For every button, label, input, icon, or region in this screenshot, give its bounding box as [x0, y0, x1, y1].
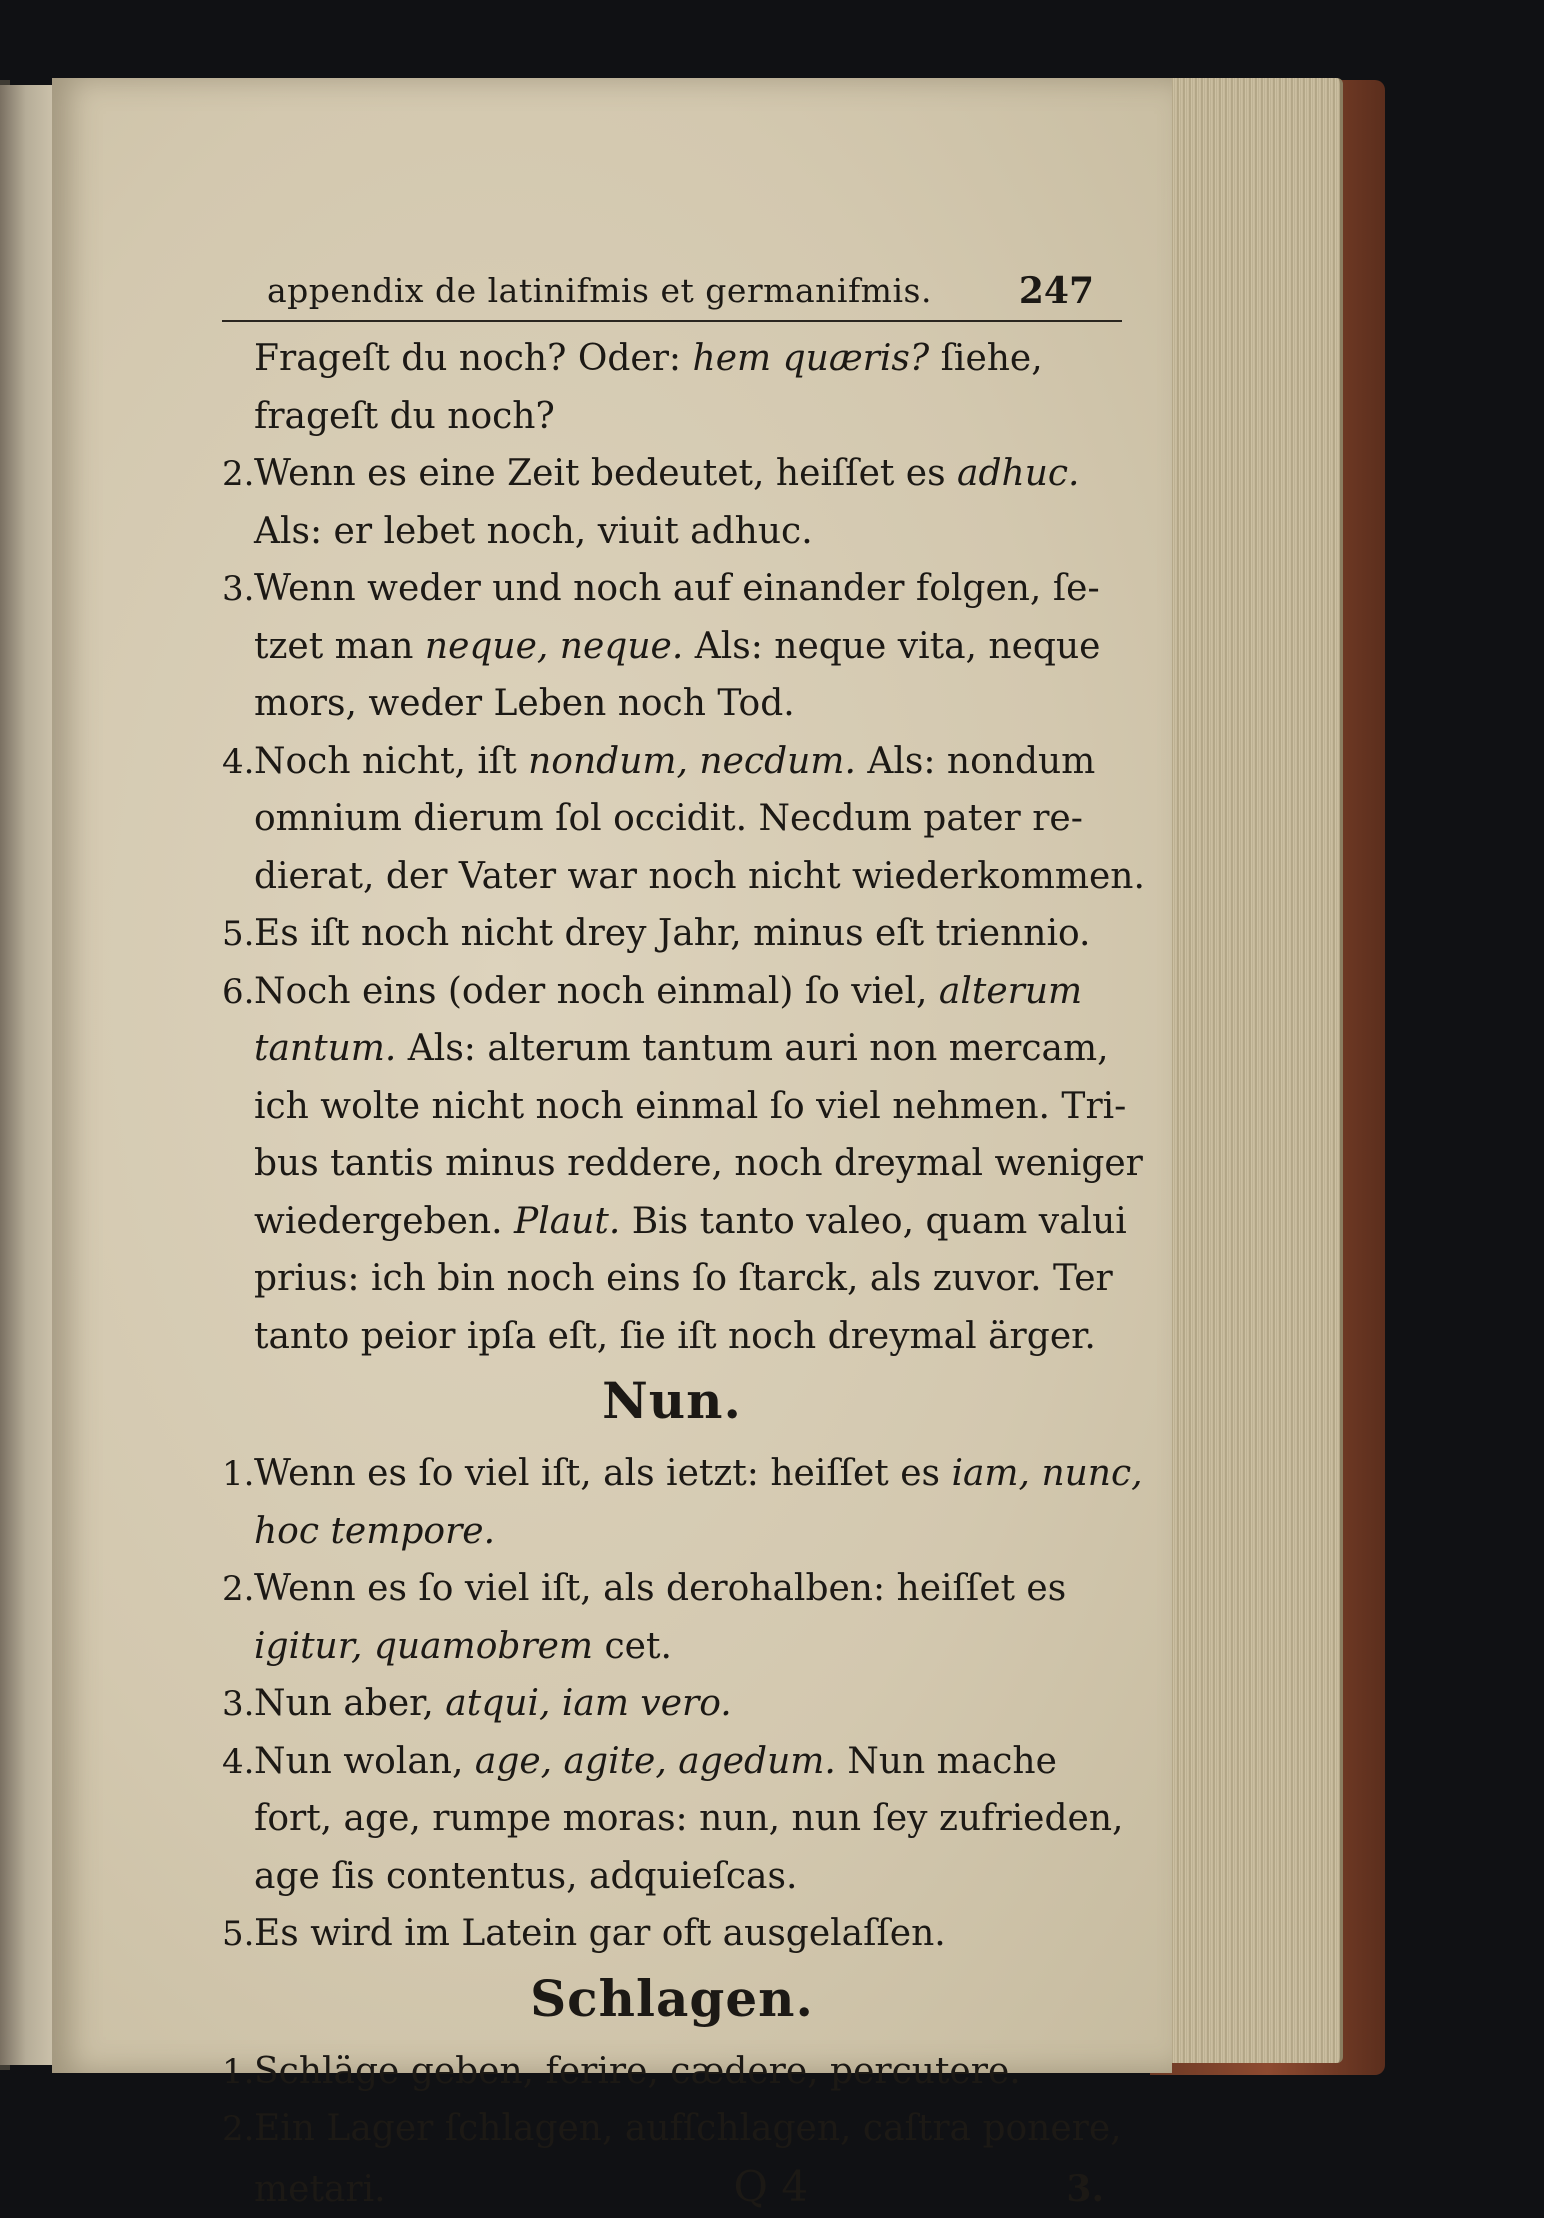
line-text: [254, 445, 1122, 503]
line-text: [254, 1250, 1122, 1308]
text-block-schlagen: [222, 2043, 1122, 2158]
text-line: [222, 1733, 1122, 1791]
text-line: [222, 445, 1122, 503]
text-segment: Wenn es eine Zeit bedeutet, heiſſet es: [254, 453, 957, 494]
text-segment: Wenn weder und noch auf einander folgen, ſe-: [254, 568, 1100, 609]
text-segment: ich wolte nicht noch einmal ſo viel nehmen. Tri-: [254, 1086, 1126, 1127]
page-content: [222, 258, 1122, 2215]
line-number: 5.: [222, 1906, 254, 1964]
line-text: [254, 1445, 1143, 1503]
text-line: [222, 1445, 1122, 1503]
line-text: [254, 1193, 1127, 1251]
text-line: [222, 618, 1122, 676]
left-page-fragment: [0, 85, 60, 2065]
line-text: [254, 1560, 1122, 1618]
line-text: [254, 905, 1122, 963]
line-number: 3.: [222, 561, 254, 619]
line-number: 3.: [222, 1676, 254, 1734]
text-segment: Nun mache: [836, 1741, 1057, 1782]
line-number: 2.: [222, 2101, 254, 2159]
text-segment: Wenn es ſo viel iſt, als derohalben: heiſſet es: [254, 1568, 1066, 1609]
line-text: [254, 1078, 1126, 1136]
text-segment: mors, weder Leben noch Tod.: [254, 683, 795, 724]
line-number: 2.: [222, 446, 254, 504]
section-heading-nun: Nun.: [222, 1365, 1122, 1437]
page-edges: [1150, 78, 1343, 2063]
italic-segment: nondum, necdum.: [528, 741, 856, 782]
text-line: [222, 330, 1122, 388]
text-segment: fort, age, rumpe moras: nun, nun ſey zufrieden,: [254, 1798, 1123, 1839]
line-text: [254, 1503, 1122, 1561]
text-line: [222, 1560, 1122, 1618]
last-line-text: metari.: [254, 2161, 386, 2218]
line-number: 5.: [222, 906, 254, 964]
line-text: [254, 675, 1122, 733]
line-text: [254, 1733, 1122, 1791]
text-line: [222, 388, 1122, 446]
text-line: [222, 675, 1122, 733]
line-text: [254, 848, 1145, 906]
text-line: [222, 1020, 1122, 1078]
line-text: [254, 1020, 1122, 1078]
text-segment: age ſis contentus, adquieſcas.: [254, 1856, 797, 1897]
text-line: [222, 1503, 1122, 1561]
line-number: 4.: [222, 734, 254, 792]
text-line: [222, 2100, 1122, 2158]
italic-segment: alterum: [939, 971, 1082, 1012]
text-segment: tzet man: [254, 626, 425, 667]
text-line: [222, 560, 1122, 618]
text-line: [222, 1790, 1122, 1848]
text-segment: Wenn es ſo viel iſt, als ietzt: heiſſet es: [254, 1453, 951, 1494]
italic-segment: hem quæris?: [693, 338, 930, 379]
text-segment: Als: nondum: [856, 741, 1095, 782]
italic-segment: age, agite, agedum.: [475, 1741, 836, 1782]
line-text: [254, 330, 1122, 388]
text-segment: omnium dierum ſol occidit. Necdum pater re-: [254, 798, 1083, 839]
text-line: [222, 848, 1122, 906]
text-line: [222, 1675, 1122, 1733]
text-segment: Noch nicht, iſt: [254, 741, 528, 782]
text-line: [222, 905, 1122, 963]
book-page: [52, 78, 1172, 2073]
text-segment: frageſt du noch?: [254, 396, 555, 437]
text-segment: cet.: [593, 1626, 672, 1667]
text-line: [222, 733, 1122, 791]
italic-segment: iam, nunc,: [951, 1453, 1142, 1494]
italic-segment: igitur, quamobrem: [254, 1626, 593, 1667]
text-segment: Nun aber,: [254, 1683, 445, 1724]
text-line: [222, 1250, 1122, 1308]
text-segment: Frageſt du noch? Oder:: [254, 338, 693, 379]
text-segment: Als: er lebet noch, viuit adhuc.: [254, 511, 813, 552]
text-block-noch: [222, 330, 1122, 1365]
text-line: [222, 1905, 1122, 1963]
line-text: [254, 388, 1122, 446]
text-segment: Nun wolan,: [254, 1741, 475, 1782]
text-segment: Als: alterum tantum auri non mercam,: [396, 1028, 1108, 1069]
signature-mark: Q 4: [734, 2158, 809, 2216]
text-segment: ſiehe,: [929, 338, 1043, 379]
page-header: [222, 258, 1122, 322]
running-title: appendix de latinifmis et germanifmis.: [267, 271, 932, 310]
line-text: [254, 733, 1122, 791]
line-text: [254, 1848, 1122, 1906]
line-number: 1.: [222, 2044, 254, 2102]
line-number: 4.: [222, 1734, 254, 1792]
text-segment: tanto peior ipſa eſt, ſie iſt noch dreymal ärger.: [254, 1316, 1096, 1357]
catchword: 3.: [1066, 2161, 1104, 2218]
page-footer: [222, 2158, 1122, 2216]
text-line: [222, 2043, 1122, 2101]
line-text: [254, 618, 1122, 676]
text-segment: dierat, der Vater war noch nicht wiederkommen.: [254, 856, 1145, 897]
text-block-nun: [222, 1445, 1122, 1963]
text-segment: wiedergeben.: [254, 1201, 514, 1242]
line-number: 2.: [222, 1561, 254, 1619]
italic-segment: tantum.: [254, 1028, 396, 1069]
text-segment: bus tantis minus reddere, noch dreymal weniger: [254, 1143, 1143, 1184]
text-line: [222, 1618, 1122, 1676]
text-line: [222, 1135, 1122, 1193]
line-text: [254, 2100, 1122, 2158]
text-line: [222, 1193, 1122, 1251]
line-text: [254, 963, 1122, 1021]
line-text: [254, 1790, 1123, 1848]
text-line: [222, 1308, 1122, 1366]
line-text: [254, 1308, 1122, 1366]
text-segment: Bis tanto valeo, quam valui: [620, 1201, 1127, 1242]
line-text: [254, 790, 1122, 848]
text-segment: prius: ich bin noch eins ſo ſtarck, als zuvor. Ter: [254, 1258, 1113, 1299]
text-segment: Ein Lager ſchlagen, aufſchlagen, caſtra ponere,: [254, 2108, 1122, 2149]
line-number: 6.: [222, 964, 254, 1022]
line-text: [254, 560, 1122, 618]
text-line: [222, 1078, 1122, 1136]
text-line: [222, 790, 1122, 848]
text-segment: Noch eins (oder noch einmal) ſo viel,: [254, 971, 939, 1012]
italic-segment: atqui, iam vero.: [445, 1683, 731, 1724]
line-text: [254, 1675, 1122, 1733]
line-text: [254, 2043, 1122, 2101]
text-segment: Als: neque vita, neque: [683, 626, 1100, 667]
line-text: [254, 1135, 1143, 1193]
page-number: 247: [1019, 270, 1094, 312]
line-text: [254, 1905, 1122, 1963]
italic-segment: Plaut.: [514, 1201, 620, 1242]
text-segment: Schläge geben, ferire, cædere, percutere.: [254, 2051, 1021, 2092]
line-text: [254, 1618, 1122, 1676]
italic-segment: neque, neque.: [425, 626, 683, 667]
text-line: [222, 1848, 1122, 1906]
line-text: [254, 503, 1122, 561]
text-line: [222, 963, 1122, 1021]
section-heading-schlagen: Schlagen.: [222, 1963, 1122, 2035]
text-segment: Es iſt noch nicht drey Jahr, minus eſt triennio.: [254, 913, 1090, 954]
text-line: [222, 503, 1122, 561]
line-number: 1.: [222, 1446, 254, 1504]
text-segment: Es wird im Latein gar oft ausgelaſſen.: [254, 1913, 946, 1954]
italic-segment: hoc tempore.: [254, 1511, 495, 1552]
italic-segment: adhuc.: [957, 453, 1079, 494]
